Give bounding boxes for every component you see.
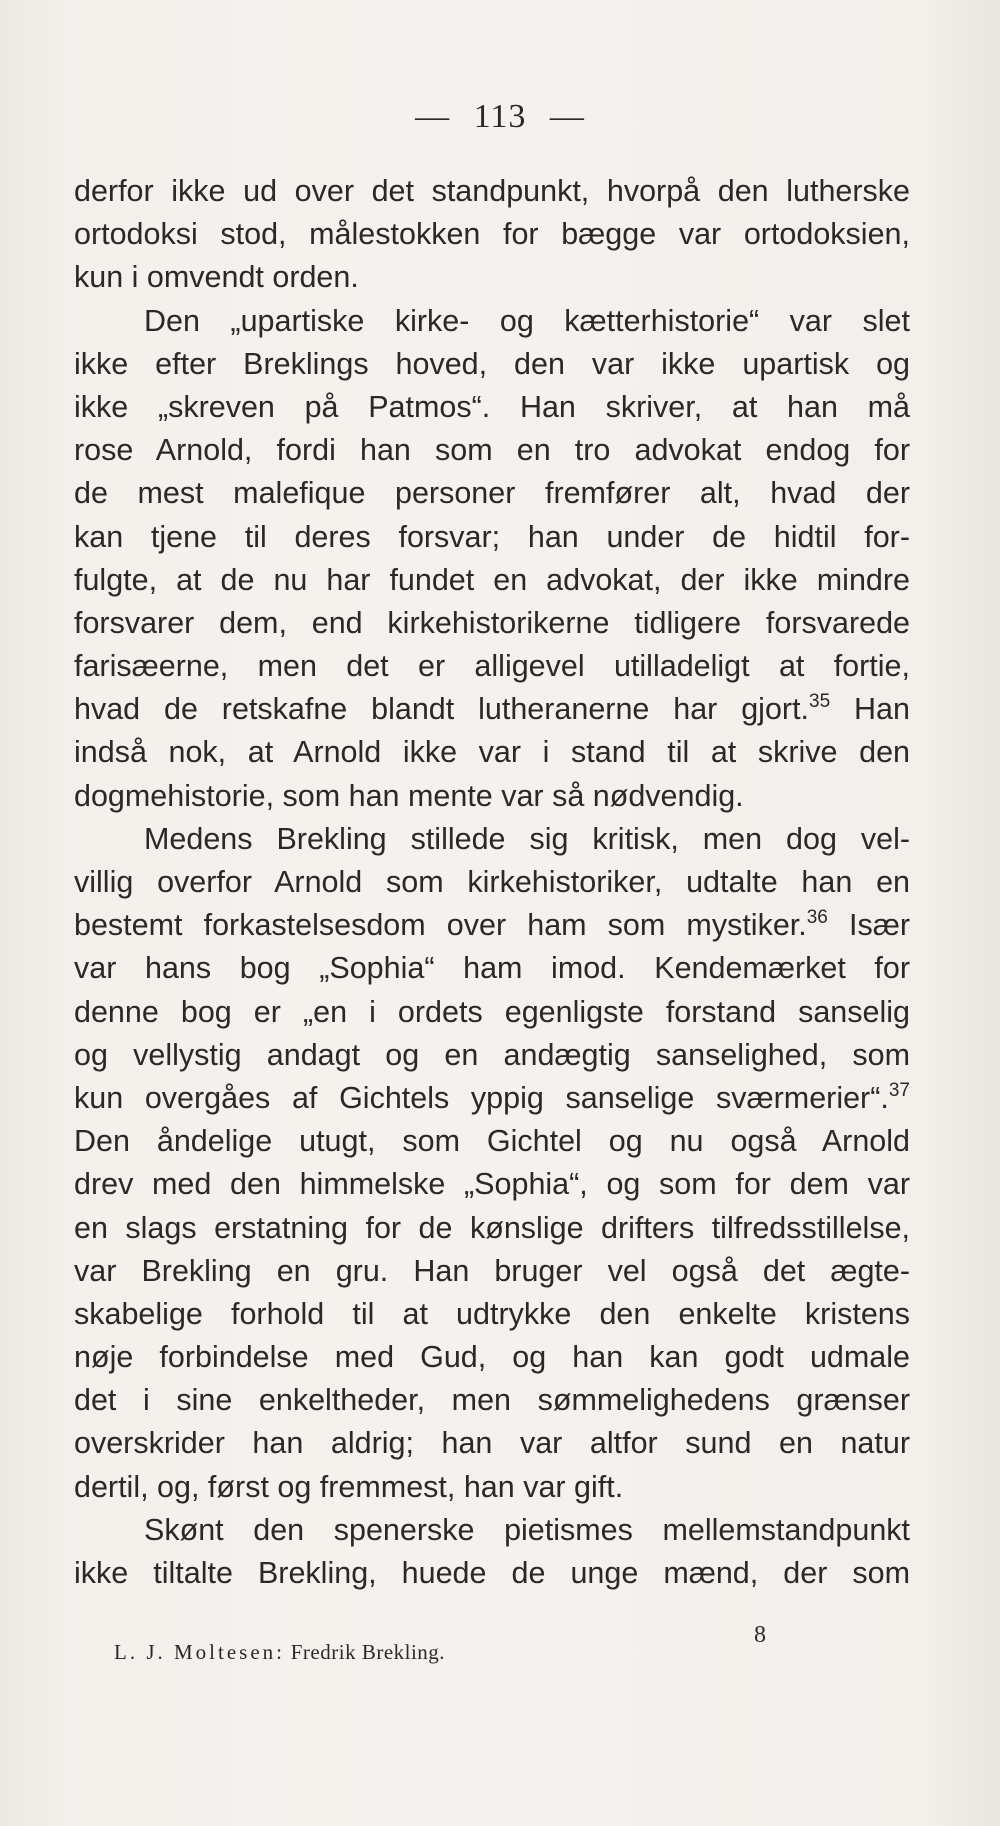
- text-line: [74, 645, 910, 688]
- line-text: det i sine enkeltheder, men sømmelighedens grænser: [74, 1383, 910, 1418]
- text-line: [74, 947, 910, 990]
- line-text: dertil, og, først og fremmest, han var gift.: [74, 1469, 624, 1504]
- line-text: kan tjene til deres forsvar; han under de hidtil for-: [74, 519, 910, 554]
- line-text: fulgte, at de nu har fundet en advokat, der ikke mindre: [74, 562, 910, 597]
- text-line: [74, 1077, 910, 1120]
- line-text-after: Især: [827, 908, 910, 943]
- text-line: [74, 1034, 910, 1077]
- line-text: rose Arnold, fordi han som en tro advokat endog for: [74, 433, 910, 468]
- text-line: [74, 343, 910, 386]
- page-number: 113: [473, 98, 527, 135]
- text-line: [74, 300, 910, 343]
- line-text: ikke „skreven på Patmos“. Han skriver, at han må: [74, 389, 910, 424]
- text-line: [74, 775, 910, 818]
- signature-mark: 8: [754, 1622, 766, 1648]
- text-line: [74, 1466, 910, 1509]
- line-text: overskrider han aldrig; han var altfor sund en natur: [74, 1426, 910, 1461]
- text-line: [74, 991, 910, 1034]
- text-line: [74, 1336, 910, 1379]
- text-line: [74, 516, 910, 559]
- page-footer: [114, 1640, 774, 1665]
- text-line: [74, 429, 910, 472]
- footnote-marker: 37: [888, 1079, 910, 1101]
- text-line: [74, 213, 910, 256]
- text-line: [74, 386, 910, 429]
- line-text: forsvarer dem, end kirkehistorikerne tidligere forsvarede: [74, 605, 910, 640]
- text-line: [74, 1422, 910, 1465]
- line-text: ikke efter Breklings hoved, den var ikke upartisk og: [74, 346, 910, 381]
- line-text: kun i omvendt orden.: [74, 260, 359, 295]
- line-text: de mest malefique personer fremfører alt, hvad der: [74, 476, 910, 511]
- footnote-marker: 35: [809, 691, 831, 713]
- line-text: hvad de retskafne blandt lutheranerne har gjort.: [74, 692, 810, 727]
- line-text: Den åndelige utugt, som Gichtel og nu også Arnold: [74, 1124, 910, 1159]
- line-text: derfor ikke ud over det standpunkt, hvorpå den lutherske: [74, 174, 910, 208]
- line-text: skabelige forhold til at udtrykke den enkelte kristens: [74, 1296, 910, 1331]
- line-text: en slags erstatning for de kønslige drifters tilfredsstillelse,: [74, 1210, 910, 1245]
- line-text: og vellystig andagt og en andægtig sanselighed, som: [74, 1037, 910, 1072]
- text-line: [74, 1552, 910, 1595]
- line-text: var Brekling en gru. Han bruger vel også det ægte-: [74, 1253, 910, 1288]
- line-text: ortodoksi stod, målestokken for bægge var ortodoksien,: [74, 217, 910, 252]
- body-text: [74, 170, 910, 1595]
- line-text: Den „upartiske kirke- og kætterhistorie“ var slet: [144, 303, 910, 338]
- header-dash-left: —: [415, 98, 451, 135]
- line-text: dogmehistorie, som han mente var så nødvendig.: [74, 778, 744, 813]
- text-line: [74, 818, 910, 861]
- text-line: [74, 559, 910, 602]
- text-line: [74, 904, 910, 947]
- text-line: [74, 1120, 910, 1163]
- line-text: Medens Brekling stillede sig kritisk, men dog vel-: [144, 821, 910, 856]
- line-text: farisæerne, men det er alligevel utilladeligt at fortie,: [74, 649, 910, 684]
- line-text: villig overfor Arnold som kirkehistoriker, udtalte han en: [74, 865, 910, 899]
- line-text: denne bog er „en i ordets egenligste forstand sanselig: [74, 994, 910, 1029]
- line-text: indså nok, at Arnold ikke var i stand til at skrive den: [74, 735, 910, 770]
- header-dash-right: —: [549, 98, 585, 135]
- text-line: [74, 602, 910, 645]
- text-line: [74, 1293, 910, 1336]
- text-line: [74, 861, 910, 904]
- footer-title: Fredrik Brekling.: [285, 1640, 446, 1664]
- text-line: [74, 472, 910, 515]
- text-line: [74, 1250, 910, 1293]
- footer-author: L. J. Moltesen:: [114, 1640, 285, 1664]
- text-line: [74, 170, 910, 213]
- line-text: nøje forbindelse med Gud, og han kan godt udmale: [74, 1340, 910, 1375]
- line-text: var hans bog „Sophia“ ham imod. Kendemærket for: [74, 951, 910, 986]
- line-text-after: Han: [830, 692, 910, 727]
- line-text: drev med den himmelske „Sophia“, og som for dem var: [74, 1167, 910, 1202]
- text-line: [74, 688, 910, 731]
- text-line: [74, 1163, 910, 1206]
- text-line: [74, 1207, 910, 1250]
- line-text: ikke tiltalte Brekling, huede de unge mænd, der som: [74, 1556, 910, 1590]
- text-line: [74, 731, 910, 774]
- footnote-marker: 36: [806, 907, 828, 929]
- line-text: Skønt den spenerske pietismes mellemstandpunkt: [144, 1512, 910, 1547]
- line-text: bestemt forkastelsesdom over ham som mystiker.: [74, 908, 807, 943]
- text-line: [74, 1379, 910, 1422]
- text-line: [74, 256, 910, 299]
- page-header: [0, 98, 1000, 136]
- line-text: kun overgåes af Gichtels yppig sanselige sværmerier“.: [74, 1080, 889, 1115]
- text-line: [74, 1509, 910, 1552]
